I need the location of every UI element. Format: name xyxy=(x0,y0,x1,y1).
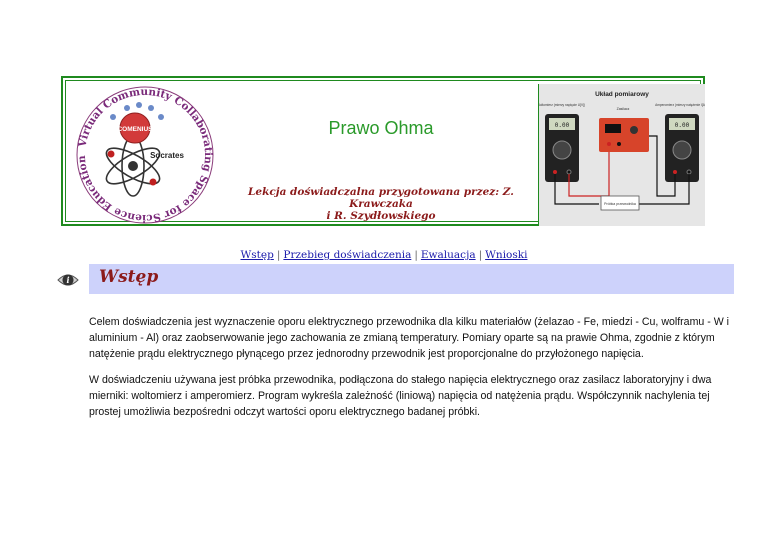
title-cell xyxy=(226,84,536,226)
header-inner xyxy=(65,80,705,225)
nav-separator: | xyxy=(276,249,281,261)
info-icon xyxy=(57,272,79,288)
nav-link-wstep[interactable]: Wstęp xyxy=(240,249,274,261)
nav-link-wnioski[interactable]: Wnioski xyxy=(485,249,528,261)
setup-illustration xyxy=(539,84,705,226)
lesson-author xyxy=(236,186,526,222)
nav-link-przebieg[interactable]: Przebieg doświadczenia xyxy=(283,249,412,261)
header-table xyxy=(61,76,705,226)
photo-label-left: Woltomierz (mierzy napięcie U[V]) xyxy=(539,103,586,107)
ammeter-reading: 0.00 xyxy=(674,122,690,129)
photo-label-right: Amperomierz (mierzy natężenie I[A]) xyxy=(655,103,705,107)
measurement-setup-photo xyxy=(538,84,705,226)
logo-center-text: COMENIUS xyxy=(117,126,153,133)
logo-ring-text: Virtual Community Collaborating Space for Science Education xyxy=(75,85,215,225)
lesson-title: Prawo Ohma xyxy=(328,118,434,138)
author-line-2: Krawczaka xyxy=(349,198,413,210)
logo-graphic xyxy=(69,84,221,226)
author-line-1: Lekcja doświadczalna przygotowana przez: Z. xyxy=(248,186,514,198)
logo-sub-text: Socrates xyxy=(150,151,184,160)
intro-paragraph-1: Celem doświadczenia jest wyznaczenie oporu elektrycznego przewodnika dla kilku materiałów (żelazao - Fe, miedzi - Cu, wolframu - W i aluminium - Al) oraz zaobserwowanie jego zachowania ze zmianą temperatury. Pomiary oparte są na prawie Ohma, zgodnie z którym natężenie prądu elektrycznego płynącego przez jednorodny przewodnik jest proporcjonalne do przyłożonego napięcia. xyxy=(89,316,730,360)
section-header xyxy=(89,264,734,294)
svg-text:i: i xyxy=(66,275,70,285)
photo-label-center: Zasilacz xyxy=(616,107,630,111)
photo-caption: Układ pomiarowy xyxy=(595,91,649,98)
intro-paragraph-2: W doświadczeniu używana jest próbka przewodnika, podłączona do stałego napięcia elektrycznego oraz zasilacz laboratoryjny i dwa mierniki: woltomierz i amperomierz. Program wykreśla zależność (liniową) napięcia od natężenia prądu. Współczynnik nachylenia tej prostej umożliwia bezpośredni odczyt wartości oporu elektrycznego badanej próbki. xyxy=(89,374,712,418)
nav-link-ewaluacja[interactable]: Ewaluacja xyxy=(420,249,476,261)
power-supply xyxy=(599,118,649,152)
voltmeter-reading: 0.00 xyxy=(554,122,570,129)
comenius-logo xyxy=(69,84,221,226)
nav-separator: | xyxy=(478,249,483,261)
photo-label-sample: Próbka przewodnika xyxy=(604,202,636,206)
nav-separator: | xyxy=(414,249,418,261)
author-line-3: i R. Szydłowskiego xyxy=(326,210,436,222)
section-title: Wstęp xyxy=(99,267,159,287)
section-navigation xyxy=(0,249,768,261)
